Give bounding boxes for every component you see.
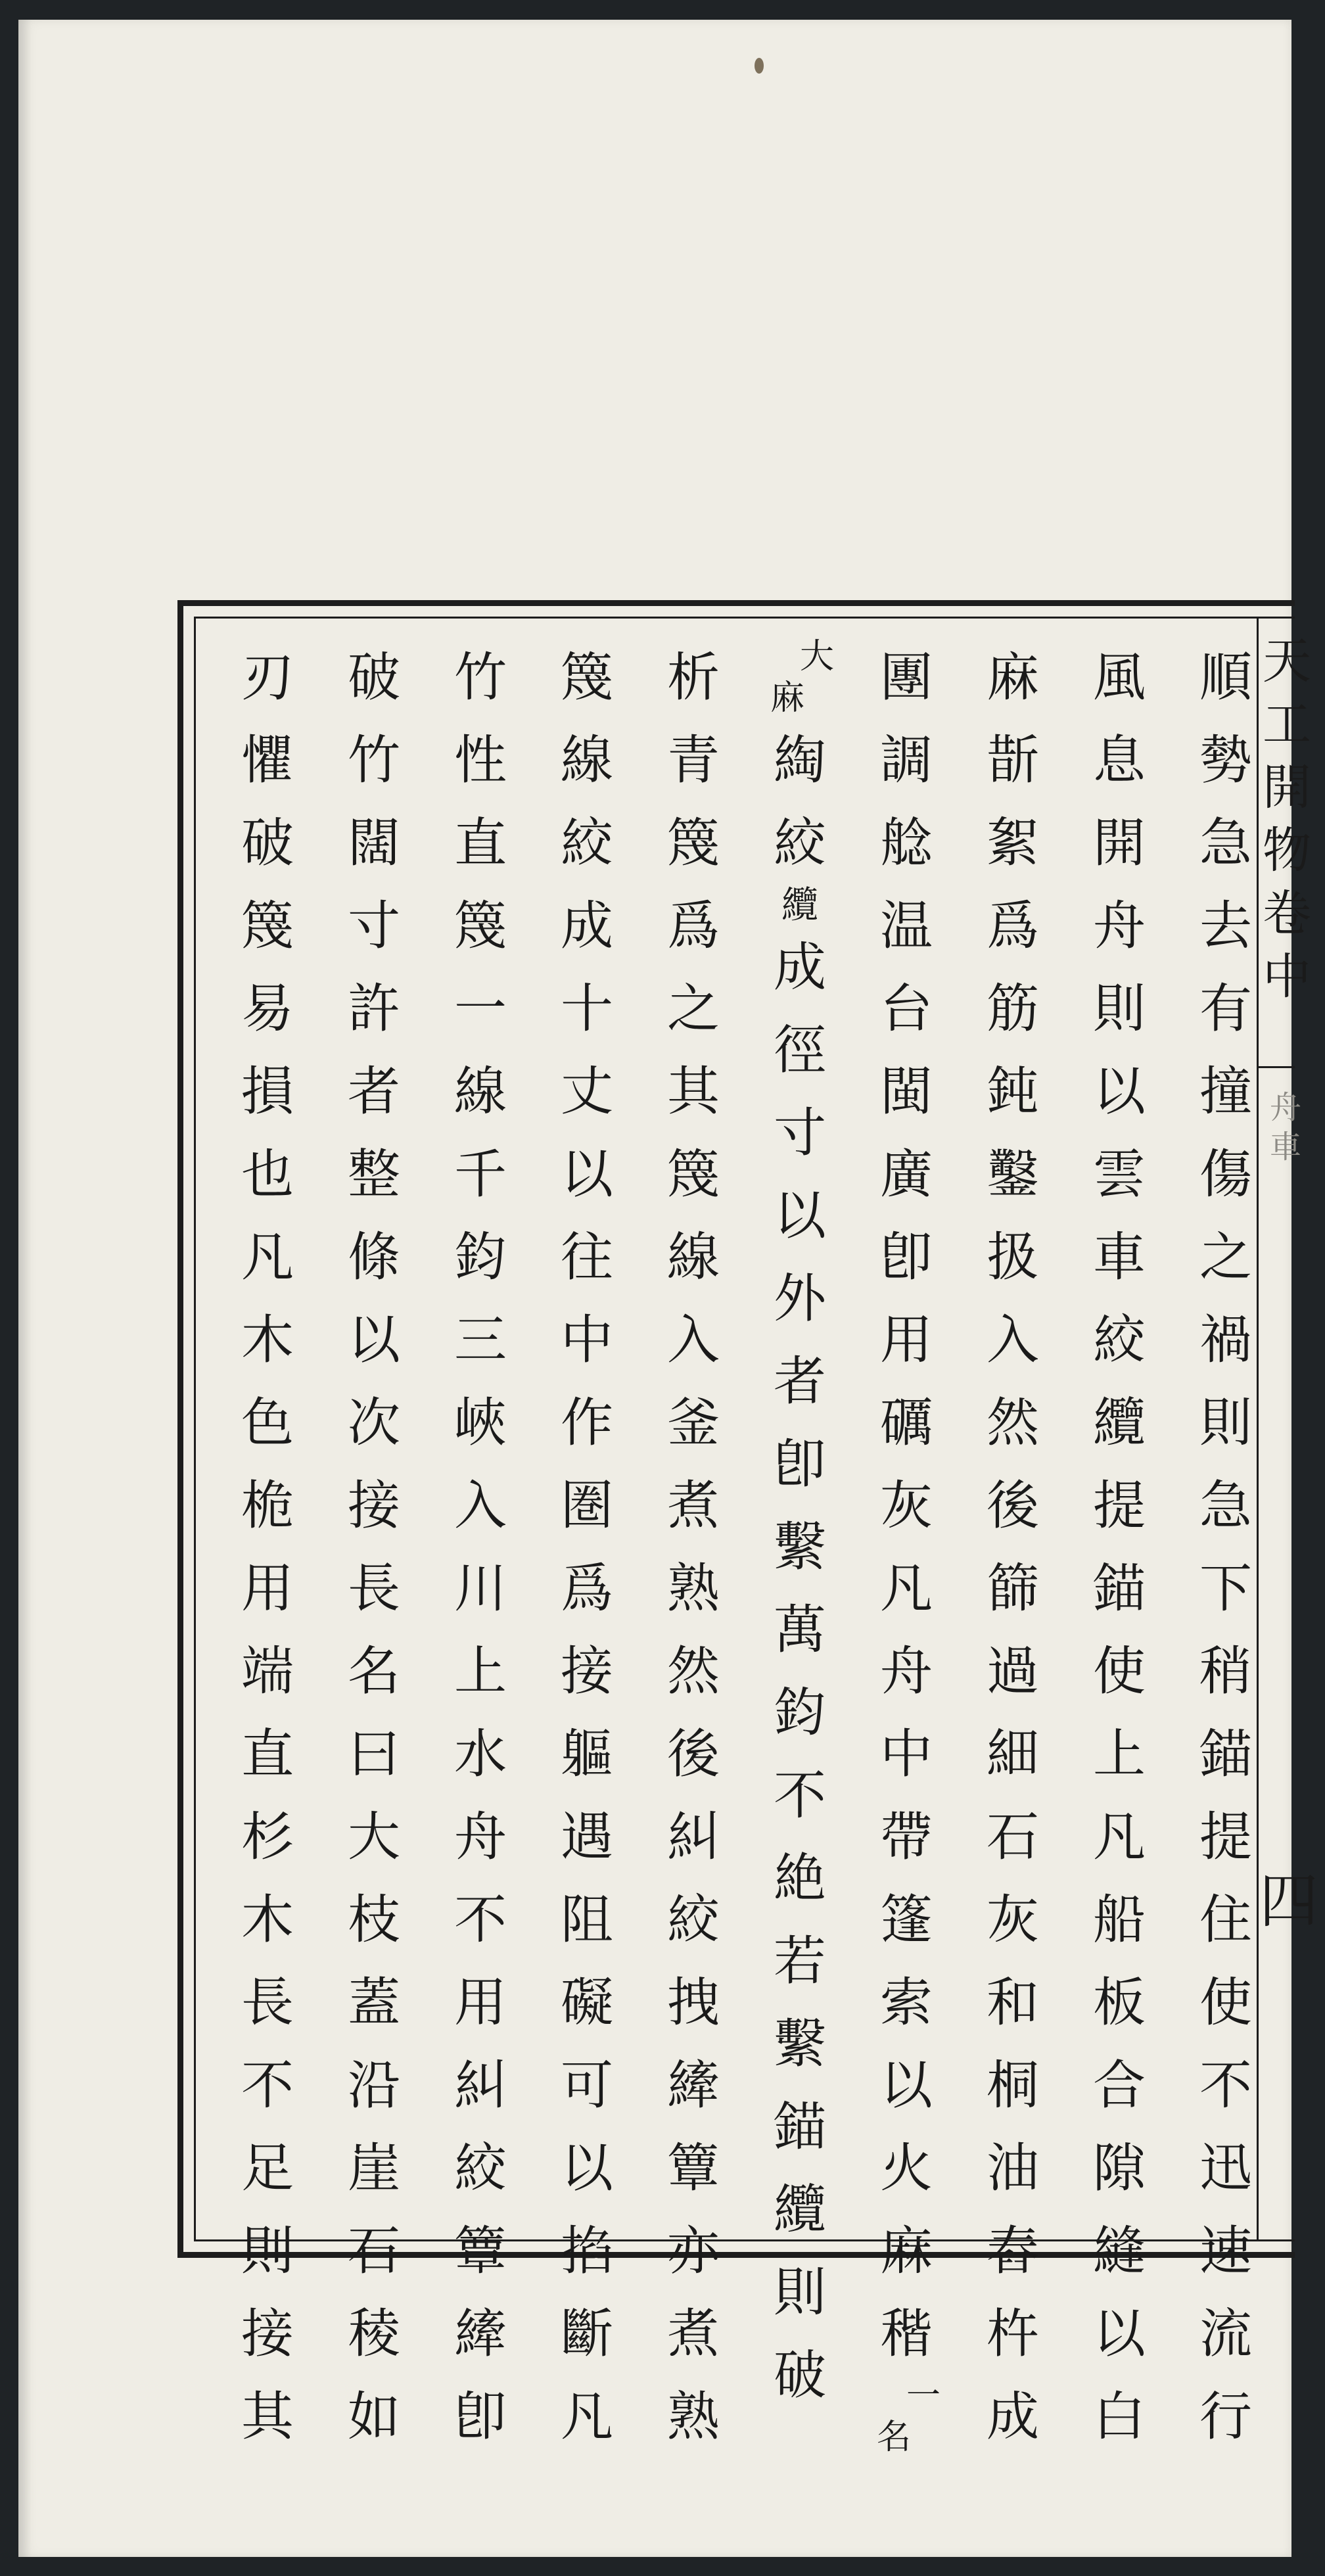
glyph: 糾 — [454, 2055, 507, 2116]
text-column — [877, 636, 941, 2458]
glyph: 川 — [454, 1558, 507, 1619]
glyph: 性 — [454, 730, 507, 791]
glyph: 也 — [241, 1144, 294, 1205]
glyph: 急 — [1199, 812, 1252, 874]
glyph: 錨 — [1093, 1558, 1146, 1619]
glyph: 杵 — [987, 2303, 1039, 2364]
glyph: 爲 — [667, 895, 720, 956]
glyph: 外 — [774, 1268, 826, 1329]
glyph: 速 — [1199, 2220, 1252, 2282]
glyph: 接 — [241, 2303, 294, 2364]
glyph: 以 — [561, 1144, 613, 1205]
glyph: 大 — [348, 1806, 400, 1867]
fold-column-title — [1261, 630, 1311, 1008]
glyph: 繫 — [774, 2013, 826, 2074]
glyph: 絞 — [454, 2138, 507, 2199]
paper-blemish — [755, 58, 764, 74]
glyph: 石 — [987, 1806, 1039, 1867]
glyph: 杉 — [241, 1806, 294, 1867]
glyph: 凡 — [561, 2386, 613, 2447]
glyph: 絞 — [1093, 1309, 1146, 1370]
glyph: 桅 — [241, 1475, 294, 1536]
glyph: 提 — [1199, 1806, 1252, 1867]
glyph: 崖 — [348, 2138, 400, 2199]
glyph: 迅 — [1199, 2138, 1252, 2199]
glyph: 軀 — [561, 1723, 613, 1785]
glyph: 使 — [1199, 1972, 1252, 2033]
glyph: 鑿 — [987, 1144, 1039, 1205]
glyph: 之 — [667, 978, 720, 1039]
glyph: 火 — [880, 2138, 933, 2199]
glyph: 木 — [241, 1309, 294, 1370]
interlinear-note — [770, 636, 835, 719]
glyph: 礙 — [561, 1972, 613, 2033]
glyph: 天 — [1263, 633, 1311, 690]
glyph: 卽 — [454, 2386, 507, 2447]
glyph: 絞 — [667, 1889, 720, 1950]
glyph: 斮 — [987, 730, 1039, 791]
glyph: 不 — [774, 1765, 826, 1826]
glyph: 使 — [1093, 1641, 1146, 1702]
folio-number — [1259, 1865, 1318, 1938]
glyph: 篾 — [667, 1144, 720, 1205]
glyph: 石 — [348, 2220, 400, 2282]
glyph: 勢 — [1199, 730, 1252, 791]
glyph: 煮 — [667, 2303, 720, 2364]
glyph: 足 — [241, 2138, 294, 2199]
glyph: 錨 — [774, 2096, 826, 2157]
glyph: 亦 — [667, 2220, 720, 2282]
glyph: 篩 — [987, 1558, 1039, 1619]
glyph: 用 — [454, 1972, 507, 2033]
text-column — [664, 636, 723, 2458]
glyph: 刃 — [241, 647, 294, 708]
glyph: 析 — [667, 647, 720, 708]
glyph: 卽 — [774, 1434, 826, 1495]
glyph: 中 — [880, 1723, 933, 1785]
glyph: 灰 — [880, 1475, 933, 1536]
glyph: 接 — [348, 1475, 400, 1536]
glyph: 曰 — [348, 1723, 400, 1785]
glyph: 艌 — [880, 812, 933, 874]
glyph: 船 — [1093, 1889, 1146, 1950]
glyph: 絞 — [561, 812, 613, 874]
glyph: 然 — [667, 1641, 720, 1702]
glyph: 絮 — [987, 812, 1039, 874]
glyph: 可 — [561, 2055, 613, 2116]
fold-column-divider — [1257, 617, 1259, 2241]
glyph: 稜 — [348, 2303, 400, 2364]
glyph: 縫 — [1093, 2220, 1146, 2282]
glyph: 礪 — [880, 1392, 933, 1453]
note-glyph-left: 名 — [877, 2418, 912, 2457]
glyph: 板 — [1093, 1972, 1146, 2033]
glyph: 簟 — [667, 2138, 720, 2199]
glyph: 寸 — [774, 1102, 826, 1163]
fold-column-subtitle — [1266, 1088, 1301, 1167]
glyph: 稭 — [880, 2303, 933, 2364]
glyph: 絞 — [774, 812, 826, 874]
glyph: 易 — [241, 978, 294, 1039]
text-column — [770, 636, 835, 2417]
glyph: 熟 — [667, 1558, 720, 1619]
glyph: 煮 — [667, 1475, 720, 1536]
glyph: 者 — [348, 1061, 400, 1122]
glyph: 破 — [241, 812, 294, 874]
glyph: 直 — [454, 812, 507, 874]
glyph: 入 — [987, 1309, 1039, 1370]
glyph: 舟 — [454, 1806, 507, 1867]
glyph: 之 — [1199, 1227, 1252, 1288]
glyph: 遇 — [561, 1806, 613, 1867]
glyph: 以 — [348, 1309, 400, 1370]
glyph: 萬 — [774, 1599, 826, 1660]
glyph: 端 — [241, 1641, 294, 1702]
glyph: 沿 — [348, 2055, 400, 2116]
glyph: 舟 — [1269, 1089, 1301, 1126]
glyph: 和 — [987, 1972, 1039, 2033]
glyph: 開 — [1093, 812, 1146, 874]
glyph: 糾 — [667, 1806, 720, 1867]
glyph: 熟 — [667, 2386, 720, 2447]
glyph: 風 — [1093, 647, 1146, 708]
glyph: 以 — [561, 2138, 613, 2199]
glyph: 用 — [880, 1309, 933, 1370]
glyph: 水 — [454, 1723, 507, 1785]
glyph: 往 — [561, 1227, 613, 1288]
glyph: 灰 — [987, 1889, 1039, 1950]
fold-column-tick — [1259, 1066, 1295, 1068]
text-column — [557, 636, 616, 2458]
glyph: 闊 — [348, 812, 400, 874]
glyph: 線 — [454, 1061, 507, 1122]
glyph: 簟 — [454, 2220, 507, 2282]
glyph: 則 — [774, 2262, 826, 2323]
glyph: 過 — [987, 1641, 1039, 1702]
glyph: 竹 — [348, 730, 400, 791]
text-column — [238, 636, 297, 2458]
glyph: 順 — [1199, 647, 1252, 708]
glyph: 稍 — [1199, 1641, 1252, 1702]
glyph: 蓋 — [348, 1972, 400, 2033]
glyph: 流 — [1199, 2303, 1252, 2364]
glyph: 綯 — [774, 730, 826, 791]
glyph: 卷 — [1263, 885, 1311, 942]
glyph: 纜 — [1093, 1392, 1146, 1453]
glyph: 油 — [987, 2138, 1039, 2199]
note-glyph-left: 麻 — [770, 678, 805, 718]
glyph: 掐 — [561, 2220, 613, 2282]
glyph: 其 — [667, 1061, 720, 1122]
glyph: 以 — [1093, 1061, 1146, 1122]
note-glyph-right: 大 — [800, 637, 835, 676]
glyph: 線 — [667, 1227, 720, 1288]
glyph: 木 — [241, 1889, 294, 1950]
glyph: 鈞 — [774, 1682, 826, 1743]
glyph: 篾 — [667, 812, 720, 874]
glyph: 麻 — [880, 2220, 933, 2282]
glyph: 急 — [1199, 1475, 1252, 1536]
glyph: 不 — [1199, 2055, 1252, 2116]
glyph: 不 — [454, 1889, 507, 1950]
glyph: 四 — [1259, 1867, 1318, 1936]
glyph: 入 — [454, 1475, 507, 1536]
glyph: 圏 — [561, 1475, 613, 1536]
glyph: 纜 — [781, 884, 818, 927]
glyph: 鈍 — [987, 1061, 1039, 1122]
glyph: 舂 — [987, 2220, 1039, 2282]
glyph: 筋 — [987, 978, 1039, 1039]
glyph: 鈞 — [454, 1227, 507, 1288]
note-glyph-right: 一 — [906, 2376, 941, 2416]
glyph: 凡 — [1093, 1806, 1146, 1867]
glyph: 長 — [241, 1972, 294, 2033]
glyph: 舟 — [880, 1641, 933, 1702]
glyph: 篾 — [454, 895, 507, 956]
glyph: 則 — [241, 2220, 294, 2282]
glyph: 調 — [880, 730, 933, 791]
glyph: 竹 — [454, 647, 507, 708]
glyph: 物 — [1263, 822, 1311, 879]
glyph: 廣 — [880, 1144, 933, 1205]
glyph: 錨 — [1199, 1723, 1252, 1785]
glyph: 上 — [454, 1641, 507, 1702]
glyph: 入 — [667, 1309, 720, 1370]
glyph: 懼 — [241, 730, 294, 791]
gutter-shadow — [18, 20, 32, 2557]
glyph: 雲 — [1093, 1144, 1146, 1205]
glyph: 行 — [1199, 2386, 1252, 2447]
glyph: 帶 — [880, 1806, 933, 1867]
glyph: 接 — [561, 1641, 613, 1702]
glyph: 青 — [667, 730, 720, 791]
glyph: 成 — [987, 2386, 1039, 2447]
glyph: 温 — [880, 895, 933, 956]
glyph: 篷 — [880, 1889, 933, 1950]
glyph: 如 — [348, 2386, 400, 2447]
glyph: 合 — [1093, 2055, 1146, 2116]
glyph: 凡 — [241, 1227, 294, 1288]
glyph: 細 — [987, 1723, 1039, 1785]
glyph: 絶 — [774, 1848, 826, 1909]
glyph: 開 — [1263, 759, 1311, 816]
glyph: 以 — [774, 1185, 826, 1246]
glyph: 隙 — [1093, 2138, 1146, 2199]
glyph: 成 — [561, 895, 613, 956]
glyph: 下 — [1199, 1558, 1252, 1619]
glyph: 峽 — [454, 1392, 507, 1453]
glyph: 損 — [241, 1061, 294, 1122]
glyph: 直 — [241, 1723, 294, 1785]
text-column — [1196, 636, 1255, 2458]
glyph: 後 — [667, 1723, 720, 1785]
glyph: 一 — [454, 978, 507, 1039]
glyph: 後 — [987, 1475, 1039, 1536]
glyph: 釜 — [667, 1392, 720, 1453]
glyph: 凡 — [880, 1558, 933, 1619]
glyph: 禍 — [1199, 1309, 1252, 1370]
text-column — [983, 636, 1042, 2458]
glyph: 阻 — [561, 1889, 613, 1950]
glyph: 篾 — [241, 895, 294, 956]
glyph: 整 — [348, 1144, 400, 1205]
text-column — [1090, 636, 1149, 2458]
glyph: 次 — [348, 1392, 400, 1453]
glyph: 上 — [1093, 1723, 1146, 1785]
glyph: 桐 — [987, 2055, 1039, 2116]
glyph: 十 — [561, 978, 613, 1039]
glyph: 三 — [454, 1309, 507, 1370]
glyph: 中 — [1263, 948, 1311, 1005]
glyph: 其 — [241, 2386, 294, 2447]
glyph: 者 — [774, 1351, 826, 1412]
glyph: 台 — [880, 978, 933, 1039]
glyph: 篾 — [561, 647, 613, 708]
glyph: 徑 — [774, 1019, 826, 1081]
glyph: 縴 — [667, 2055, 720, 2116]
glyph: 有 — [1199, 978, 1252, 1039]
glyph: 拽 — [667, 1972, 720, 2033]
interlinear-note — [877, 2376, 941, 2458]
glyph: 破 — [348, 647, 400, 708]
glyph: 纜 — [774, 2179, 826, 2240]
glyph: 住 — [1199, 1889, 1252, 1950]
glyph: 千 — [454, 1144, 507, 1205]
glyph: 以 — [880, 2055, 933, 2116]
glyph: 麻 — [987, 647, 1039, 708]
glyph: 白 — [1093, 2386, 1146, 2447]
glyph: 名 — [348, 1641, 400, 1702]
glyph: 去 — [1199, 895, 1252, 956]
glyph: 用 — [241, 1558, 294, 1619]
text-column — [451, 636, 510, 2458]
glyph: 線 — [561, 730, 613, 791]
glyph: 扱 — [987, 1227, 1039, 1288]
glyph: 索 — [880, 1972, 933, 2033]
glyph: 卽 — [880, 1227, 933, 1288]
glyph: 工 — [1263, 696, 1311, 753]
glyph: 爲 — [561, 1558, 613, 1619]
glyph: 若 — [774, 1931, 826, 1992]
glyph: 車 — [1093, 1227, 1146, 1288]
glyph: 色 — [241, 1392, 294, 1453]
glyph: 寸 — [348, 895, 400, 956]
glyph: 撞 — [1199, 1061, 1252, 1122]
glyph: 爲 — [987, 895, 1039, 956]
glyph: 團 — [880, 647, 933, 708]
glyph: 破 — [774, 2345, 826, 2406]
glyph: 條 — [348, 1227, 400, 1288]
glyph: 息 — [1093, 730, 1146, 791]
glyph: 車 — [1269, 1129, 1301, 1165]
glyph: 以 — [1093, 2303, 1146, 2364]
glyph: 縴 — [454, 2303, 507, 2364]
glyph: 許 — [348, 978, 400, 1039]
glyph: 提 — [1093, 1475, 1146, 1536]
glyph: 斷 — [561, 2303, 613, 2364]
glyph: 則 — [1199, 1392, 1252, 1453]
glyph: 然 — [987, 1392, 1039, 1453]
glyph: 作 — [561, 1392, 613, 1453]
glyph: 枝 — [348, 1889, 400, 1950]
glyph: 傷 — [1199, 1144, 1252, 1205]
glyph: 閩 — [880, 1061, 933, 1122]
glyph: 成 — [774, 937, 826, 998]
glyph: 繫 — [774, 1516, 826, 1578]
text-column — [344, 636, 404, 2458]
glyph: 不 — [241, 2055, 294, 2116]
glyph: 長 — [348, 1558, 400, 1619]
glyph: 則 — [1093, 978, 1146, 1039]
glyph: 丈 — [561, 1061, 613, 1122]
glyph: 中 — [561, 1309, 613, 1370]
glyph: 舟 — [1093, 895, 1146, 956]
